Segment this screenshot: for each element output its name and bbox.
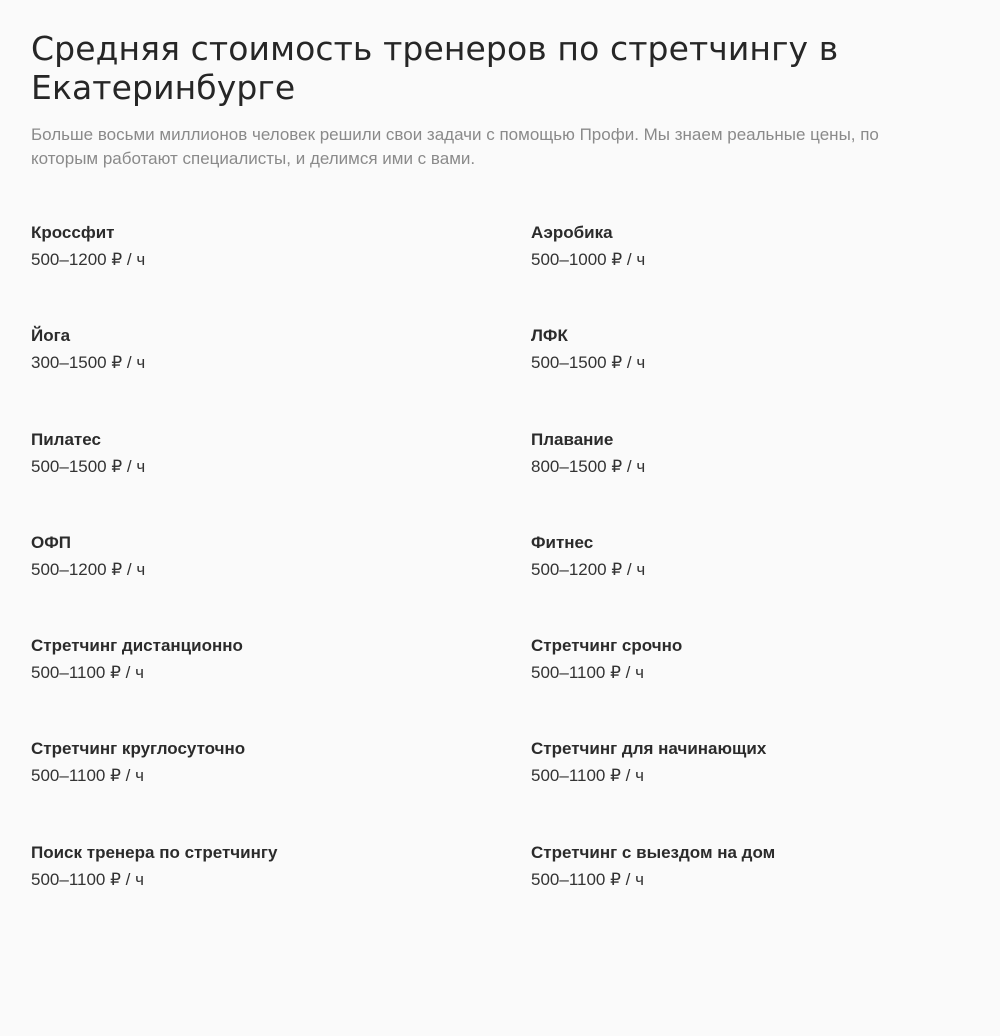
price-item-swimming[interactable] (531, 429, 931, 532)
page-subtitle: Больше восьми миллионов человек решили свои задачи с помощью Профи. Мы знаем реальные цены, по которым работают специалисты, и делимся ими с вами. (31, 125, 879, 168)
price-item-pilates[interactable] (31, 429, 531, 532)
price-item-fitness[interactable] (531, 532, 931, 635)
service-price: 500–1200 ₽ / ч (31, 250, 146, 269)
service-price: 300–1500 ₽ / ч (31, 353, 146, 373)
service-name[interactable]: Аэробика (531, 223, 613, 242)
service-price: 500–1100 ₽ / ч (531, 869, 644, 889)
service-name[interactable]: ЛФК (531, 326, 568, 346)
price-item-stretching-urgent[interactable] (531, 635, 931, 738)
service-name[interactable]: Поиск тренера по стретчингу (31, 842, 278, 862)
service-price: 500–1100 ₽ / ч (31, 663, 144, 683)
price-item-yoga[interactable] (31, 325, 531, 428)
service-name[interactable]: Стретчинг для начинающих (531, 739, 767, 759)
service-price: 500–1000 ₽ / ч (531, 250, 646, 269)
price-list (31, 222, 931, 945)
service-name[interactable]: Стретчинг с выездом на дом (531, 842, 776, 862)
service-price: 500–1100 ₽ / ч (31, 766, 144, 786)
service-name[interactable]: Кроссфит (31, 223, 115, 242)
service-price: 500–1100 ₽ / ч (531, 766, 644, 786)
service-name[interactable]: Плавание (531, 429, 614, 449)
price-item-find-trainer[interactable] (31, 842, 531, 945)
service-name[interactable]: Стретчинг круглосуточно (31, 739, 246, 759)
service-name[interactable]: ОФП (31, 532, 71, 552)
service-price: 800–1500 ₽ / ч (531, 456, 646, 476)
page-title: Средняя стоимость тренеров по стретчингу в Екатеринбурге (31, 29, 839, 107)
price-item-crossfit[interactable] (31, 222, 531, 325)
service-price: 500–1500 ₽ / ч (531, 353, 646, 373)
price-item-lfk[interactable] (531, 325, 931, 428)
service-name[interactable]: Пилатес (31, 429, 101, 449)
service-price: 500–1200 ₽ / ч (31, 559, 146, 579)
price-item-aerobics[interactable] (531, 222, 931, 325)
price-item-stretching-24h[interactable] (31, 738, 531, 841)
service-name[interactable]: Фитнес (531, 532, 594, 552)
price-item-stretching-beginners[interactable] (531, 738, 931, 841)
price-item-stretching-remote[interactable] (31, 635, 531, 738)
service-name[interactable]: Стретчинг дистанционно (31, 636, 243, 656)
service-price: 500–1500 ₽ / ч (31, 456, 146, 476)
service-name[interactable]: Стретчинг срочно (531, 636, 683, 656)
service-name[interactable]: Йога (31, 326, 71, 346)
price-item-ofp[interactable] (31, 532, 531, 635)
service-price: 500–1100 ₽ / ч (531, 663, 644, 683)
service-price: 500–1200 ₽ / ч (531, 559, 646, 579)
price-item-stretching-home-visit[interactable] (531, 842, 931, 945)
service-price: 500–1100 ₽ / ч (31, 869, 144, 889)
